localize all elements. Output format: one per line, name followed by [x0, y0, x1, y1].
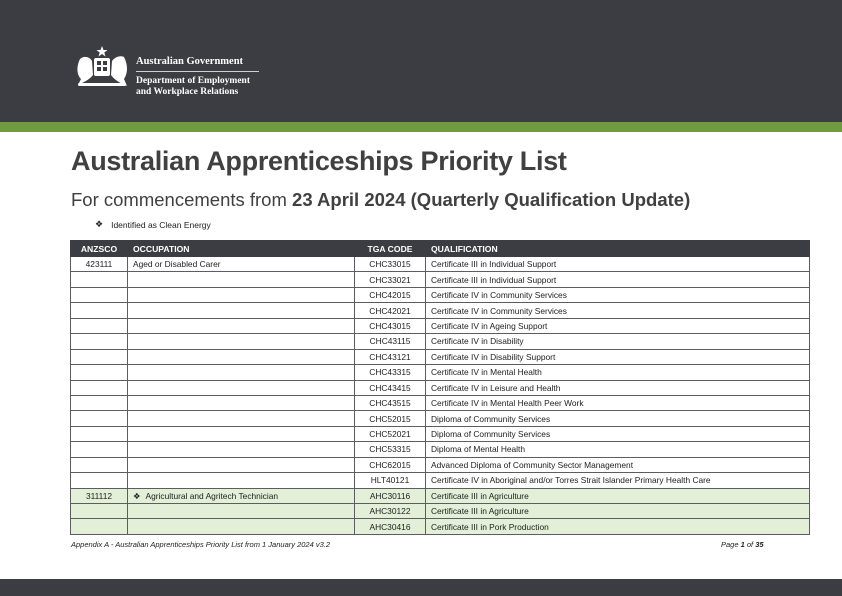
cell-occupation [128, 365, 355, 380]
cell-qualification: Certificate III in Agriculture [426, 504, 810, 519]
government-logo [72, 45, 259, 98]
government-wordmark [136, 45, 259, 98]
cell-tga-code: CHC43015 [355, 318, 426, 333]
cell-occupation [128, 287, 355, 302]
table-row [71, 442, 810, 457]
header-qualification: QUALIFICATION [426, 241, 810, 257]
cell-occupation [128, 349, 355, 364]
cell-occupation [128, 334, 355, 349]
cell-anzsco [71, 473, 128, 488]
cell-tga-code: CHC43315 [355, 365, 426, 380]
cell-occupation [128, 318, 355, 333]
page-header-band [0, 0, 842, 122]
table-row [71, 257, 810, 272]
table-body [71, 257, 810, 535]
page-current: 1 [740, 540, 745, 549]
cell-tga-code: CHC53315 [355, 442, 426, 457]
cell-tga-code: CHC43115 [355, 334, 426, 349]
gov-name: Australian Government [136, 45, 259, 72]
cell-tga-code: CHC42021 [355, 303, 426, 318]
cell-occupation [128, 519, 355, 534]
table-row [71, 519, 810, 534]
cell-anzsco [71, 287, 128, 302]
cell-occupation [128, 395, 355, 410]
table-row [71, 303, 810, 318]
subtitle-prefix: For commencements from [71, 189, 287, 210]
header-occupation: OCCUPATION [128, 241, 355, 257]
cell-tga-code: CHC43415 [355, 380, 426, 395]
cell-anzsco [71, 442, 128, 457]
cell-anzsco: 423111 [71, 257, 128, 272]
cell-occupation [128, 380, 355, 395]
cell-qualification: Certificate IV in Disability Support [426, 349, 810, 364]
clean-energy-icon: ❖ [95, 219, 104, 229]
cell-occupation [128, 488, 355, 503]
cell-tga-code: CHC33021 [355, 272, 426, 287]
table-row [71, 395, 810, 410]
table-row [71, 488, 810, 503]
table-row [71, 426, 810, 441]
cell-occupation [128, 473, 355, 488]
cell-tga-code: CHC52015 [355, 411, 426, 426]
cell-occupation [128, 457, 355, 472]
cell-qualification: Certificate IV in Community Services [426, 287, 810, 302]
table-row [71, 457, 810, 472]
cell-qualification: Advanced Diploma of Community Sector Management [426, 457, 810, 472]
cell-occupation [128, 411, 355, 426]
cell-tga-code: CHC62015 [355, 457, 426, 472]
cell-qualification: Diploma of Community Services [426, 411, 810, 426]
cell-tga-code: CHC42015 [355, 287, 426, 302]
table-row [71, 334, 810, 349]
dept-name-line1: Department of Employment [136, 76, 250, 86]
cell-anzsco [71, 395, 128, 410]
cell-qualification: Certificate IV in Mental Health [426, 365, 810, 380]
table-row [71, 318, 810, 333]
cell-qualification: Certificate IV in Disability [426, 334, 810, 349]
table-row [71, 349, 810, 364]
cell-tga-code: AHC30122 [355, 504, 426, 519]
cell-anzsco [71, 504, 128, 519]
cell-occupation [128, 442, 355, 457]
cell-anzsco [71, 349, 128, 364]
cell-tga-code: HLT40121 [355, 473, 426, 488]
cell-occupation [128, 272, 355, 287]
table-header-row [71, 241, 810, 257]
cell-tga-code: AHC30416 [355, 519, 426, 534]
cell-occupation [128, 303, 355, 318]
table-row [71, 272, 810, 287]
cell-qualification: Certificate III in Individual Support [426, 257, 810, 272]
cell-qualification: Certificate III in Individual Support [426, 272, 810, 287]
header-anzsco: ANZSCO [71, 241, 128, 257]
footer-page-number [721, 540, 764, 549]
coat-of-arms-icon [72, 45, 132, 89]
cell-tga-code: CHC33015 [355, 257, 426, 272]
cell-anzsco [71, 380, 128, 395]
accent-green-bar [0, 122, 842, 132]
cell-anzsco [71, 365, 128, 380]
cell-qualification: Certificate IV in Mental Health Peer Work [426, 395, 810, 410]
cell-tga-code: CHC52021 [355, 426, 426, 441]
cell-occupation [128, 504, 355, 519]
cell-anzsco [71, 457, 128, 472]
occupation-text: Aged or Disabled Carer [133, 259, 221, 270]
page-bottom-band [0, 579, 842, 596]
cell-qualification: Certificate IV in Aboriginal and/or Torres Strait Islander Primary Health Care [426, 473, 810, 488]
cell-tga-code: AHC30116 [355, 488, 426, 503]
cell-occupation [128, 257, 355, 272]
cell-anzsco [71, 519, 128, 534]
legend-text: Identified as Clean Energy [111, 219, 211, 230]
table-row [71, 365, 810, 380]
cell-anzsco [71, 272, 128, 287]
cell-anzsco [71, 411, 128, 426]
table-row [71, 380, 810, 395]
cell-qualification: Diploma of Mental Health [426, 442, 810, 457]
table-row [71, 287, 810, 302]
cell-tga-code: CHC43515 [355, 395, 426, 410]
page-title: Australian Apprenticeships Priority List [71, 146, 567, 176]
subtitle-date: 23 April 2024 (Quarterly Qualification Update) [292, 189, 691, 210]
cell-tga-code: CHC43121 [355, 349, 426, 364]
cell-qualification: Certificate IV in Community Services [426, 303, 810, 318]
page-total: 35 [755, 540, 764, 549]
cell-qualification: Certificate III in Agriculture [426, 488, 810, 503]
page-subtitle [71, 189, 690, 211]
page-of: of [746, 540, 754, 549]
clean-energy-icon: ❖ [133, 490, 141, 501]
occupation-text: Agricultural and Agritech Technician [145, 490, 279, 501]
cell-qualification: Certificate IV in Leisure and Health [426, 380, 810, 395]
priority-list-table [70, 240, 810, 535]
table-row [71, 473, 810, 488]
cell-qualification: Certificate IV in Ageing Support [426, 318, 810, 333]
cell-qualification: Diploma of Community Services [426, 426, 810, 441]
clean-energy-legend [95, 219, 211, 230]
footer-document-title: Appendix A - Australian Apprenticeships Priority List from 1 January 2024 v3.2 [71, 540, 331, 549]
cell-occupation [128, 426, 355, 441]
cell-anzsco [71, 303, 128, 318]
cell-anzsco [71, 318, 128, 333]
dept-name-line2: and Workplace Relations [136, 87, 239, 97]
cell-anzsco: 311112 [71, 488, 128, 503]
page-label: Page [721, 540, 739, 549]
table-row [71, 411, 810, 426]
header-tga-code: TGA CODE [355, 241, 426, 257]
cell-anzsco [71, 334, 128, 349]
cell-anzsco [71, 426, 128, 441]
cell-qualification: Certificate III in Pork Production [426, 519, 810, 534]
table-row [71, 504, 810, 519]
